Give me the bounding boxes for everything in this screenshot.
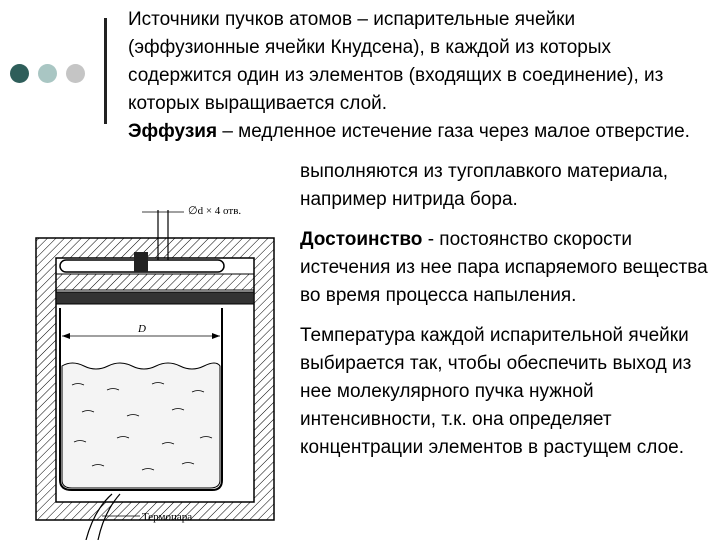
dot-dark bbox=[10, 64, 29, 83]
vertical-divider bbox=[104, 18, 107, 124]
paragraph-effusion bbox=[128, 118, 708, 146]
paragraph-material: выполняются из тугоплавкого материала, например нитрида бора. bbox=[300, 161, 668, 210]
dot-teal bbox=[38, 64, 57, 83]
nozzle-block bbox=[134, 252, 148, 272]
paragraph-advantage bbox=[300, 226, 715, 310]
diameter-label: D bbox=[138, 323, 146, 335]
right-text-block bbox=[300, 158, 715, 470]
hole-label: ∅d × 4 отв. bbox=[188, 205, 242, 217]
dot-gray bbox=[66, 64, 85, 83]
bullet-dots bbox=[10, 64, 85, 83]
lid-spacer bbox=[56, 274, 254, 290]
liquid-surface bbox=[62, 363, 220, 488]
effusion-definition: – медленное истечение газа через малое отверстие. bbox=[217, 121, 690, 142]
diameter-arrow-right bbox=[212, 333, 220, 339]
lid-plate-lower bbox=[56, 292, 254, 304]
diameter-arrow-left bbox=[62, 333, 70, 339]
paragraph-sources: Источники пучков атомов – испарительные ячейки (эффузионные ячейки Кнудсена), в каждой из которых содержится один из элементов (входящих в соединение), из которых выращивается слой. bbox=[128, 9, 664, 114]
term-advantage: Достоинство bbox=[300, 229, 423, 250]
knudsen-cell-diagram bbox=[12, 180, 302, 540]
advantage-text: - постоянство скорости истечения из нее пара испаряемого вещества во время процесса напыления. bbox=[300, 229, 708, 306]
term-effusion: Эффузия bbox=[128, 121, 218, 142]
top-text-block bbox=[128, 6, 708, 154]
thermocouple-label: Термопара bbox=[142, 511, 193, 523]
paragraph-temperature: Температура каждой испарительной ячейки выбирается так, чтобы обеспечить выход из нее молекулярного пучка нужной интенсивности, т.к. она определяет концентрации элементов в растущем слое. bbox=[300, 325, 692, 458]
